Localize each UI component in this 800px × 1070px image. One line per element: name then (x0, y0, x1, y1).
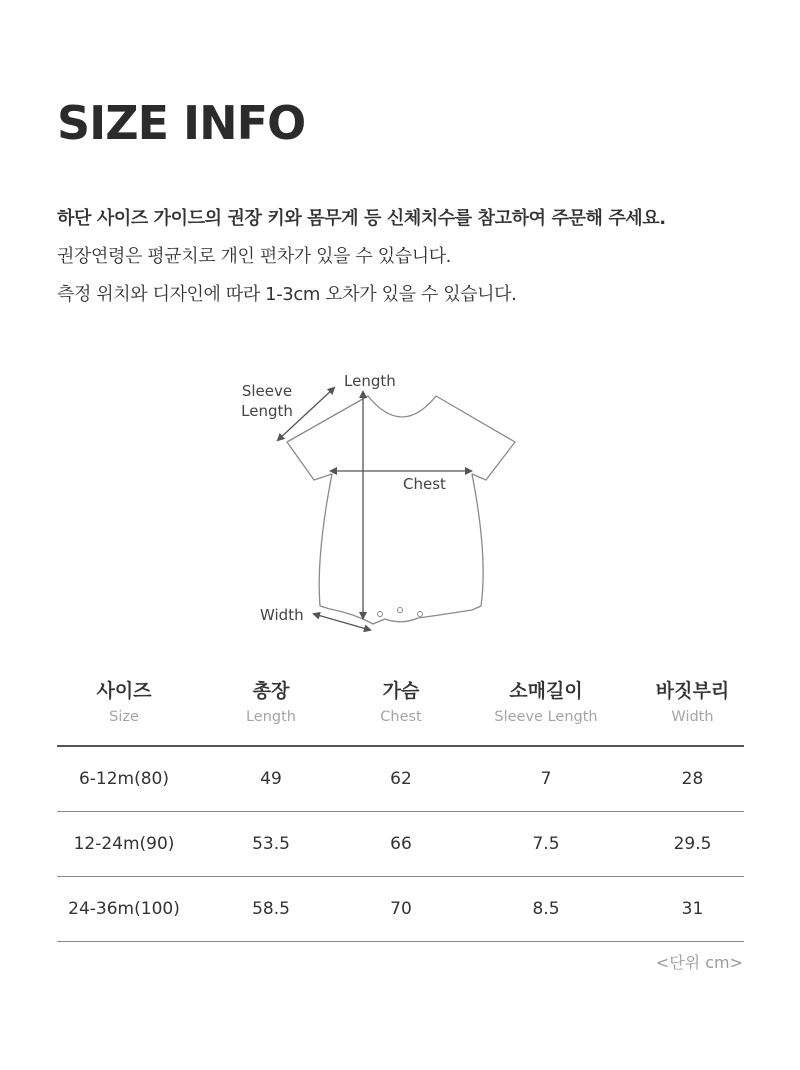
cell-length: 53.5 (191, 811, 351, 876)
snap-right (418, 612, 423, 617)
cell-length: 49 (191, 746, 351, 811)
page-title: SIZE INFO (57, 96, 306, 150)
cell-width: 29.5 (641, 811, 744, 876)
cell-sleeve-length: 8.5 (451, 876, 641, 941)
header-en: Length (245, 709, 296, 725)
table-row (57, 811, 744, 876)
width-label: Width (260, 606, 304, 624)
note-tolerance: 측정 위치와 디자인에 따라 1-3cm 오차가 있을 수 있습니다. (57, 284, 517, 305)
cell-size: 6-12m(80) (57, 746, 191, 811)
note-guide: 하단 사이즈 가이드의 권장 키와 몸무게 등 신체치수를 참고하여 주문해 주세요. (57, 208, 666, 229)
header-en: Width (671, 709, 714, 725)
width-arrow (314, 614, 370, 630)
header-ko: 가슴 (382, 680, 420, 702)
header-width (641, 672, 744, 746)
sleeve-length-label (238, 381, 296, 421)
header-sleeve-length (451, 672, 641, 746)
cell-sleeve-length: 7 (451, 746, 641, 811)
chest-label: Chest (403, 475, 446, 493)
cell-width: 31 (641, 876, 744, 941)
romper-shape (287, 396, 515, 624)
cell-chest: 62 (351, 746, 451, 811)
garment-diagram (0, 360, 800, 650)
header-ko: 사이즈 (96, 680, 152, 702)
header-chest (351, 672, 451, 746)
table-header-row (57, 672, 744, 746)
header-size (57, 672, 191, 746)
cell-sleeve-length: 7.5 (451, 811, 641, 876)
cell-chest: 66 (351, 811, 451, 876)
length-label: Length (344, 372, 396, 390)
size-notes (57, 200, 757, 314)
cell-length: 58.5 (191, 876, 351, 941)
cell-size: 12-24m(90) (57, 811, 191, 876)
header-ko: 바짓부리 (655, 680, 730, 702)
note-age: 권장연령은 평균치로 개인 편차가 있을 수 있습니다. (57, 246, 451, 267)
header-ko: 소매길이 (509, 680, 583, 702)
cell-size: 24-36m(100) (57, 876, 191, 941)
romper-outline (0, 360, 800, 650)
header-en: Sleeve Length (494, 709, 598, 725)
header-en: Size (109, 709, 139, 725)
snap-left (378, 612, 383, 617)
sleeve-label-line1: Sleeve (241, 382, 293, 400)
size-table (57, 672, 744, 942)
header-ko: 총장 (252, 680, 290, 702)
header-en: Chest (380, 709, 422, 725)
table-row (57, 746, 744, 811)
header-length (191, 672, 351, 746)
snap-middle (398, 608, 403, 613)
cell-width: 28 (641, 746, 744, 811)
table-row (57, 876, 744, 941)
unit-note: <단위 cm> (655, 953, 743, 972)
sleeve-label-line2: Length (241, 402, 293, 420)
cell-chest: 70 (351, 876, 451, 941)
